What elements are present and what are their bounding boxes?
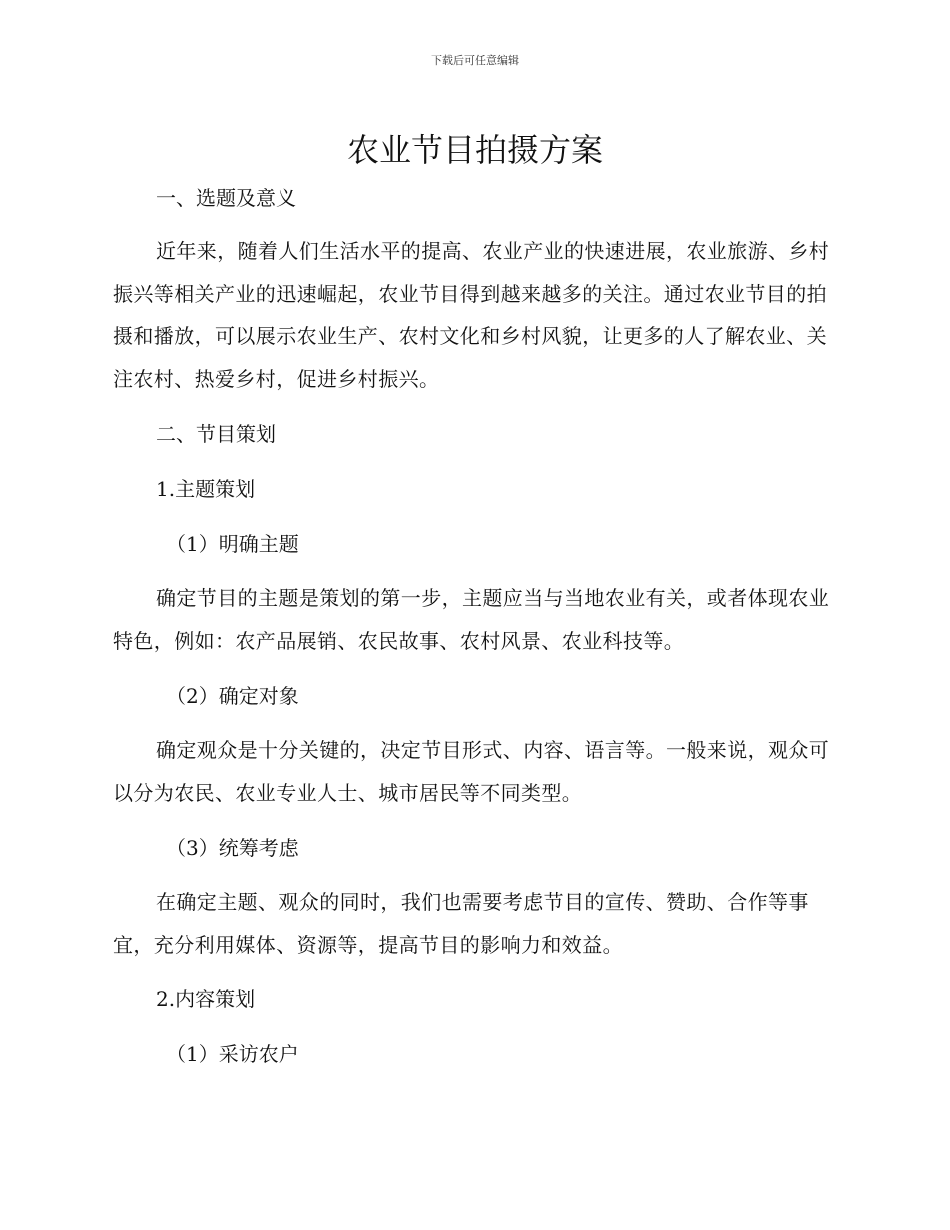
section-heading-planning: 二、节目策划 xyxy=(156,422,276,446)
paragraph-overall-planning: 在确定主题、观众的同时，我们也需要考虑节目的宣传、赞助、合作等事宜，充分利用媒体、资源等，提高节目的影响力和效益。 xyxy=(113,890,809,957)
document-title: 农业节目拍摄方案 xyxy=(346,131,603,169)
item-heading-define-theme: （1）明确主题 xyxy=(166,532,299,556)
paragraph-define-audience: 确定观众是十分关键的，决定节目形式、内容、语言等。一般来说，观众可以分为农民、农业专业人士、城市居民等不同类型。 xyxy=(113,738,830,805)
subsection-heading-theme: 1.主题策划 xyxy=(156,477,256,501)
subsection-heading-content: 2.内容策划 xyxy=(156,987,256,1011)
item-heading-overall-planning: （3）统筹考虑 xyxy=(166,836,299,860)
item-heading-define-audience: （2）确定对象 xyxy=(166,684,299,708)
section-heading-topic: 一、选题及意义 xyxy=(156,186,296,210)
paragraph-define-theme: 确定节目的主题是策划的第一步，主题应当与当地农业有关，或者体现农业特色，例如：农产品展销、农民故事、农村风景、农业科技等。 xyxy=(113,586,830,653)
page-header-note: 下载后可任意编辑 xyxy=(431,54,519,67)
item-heading-interview-farmers: （1）采访农户 xyxy=(166,1042,299,1066)
paragraph-significance: 近年来，随着人们生活水平的提高、农业产业的快速进展，农业旅游、乡村振兴等相关产业的迅速崛起，农业节目得到越来越多的关注。通过农业节目的拍摄和播放，可以展示农业生产、农村文化和乡村风貌，让更多的人了解农业、关注农村、热爱乡村，促进乡村振兴。 xyxy=(113,239,830,391)
